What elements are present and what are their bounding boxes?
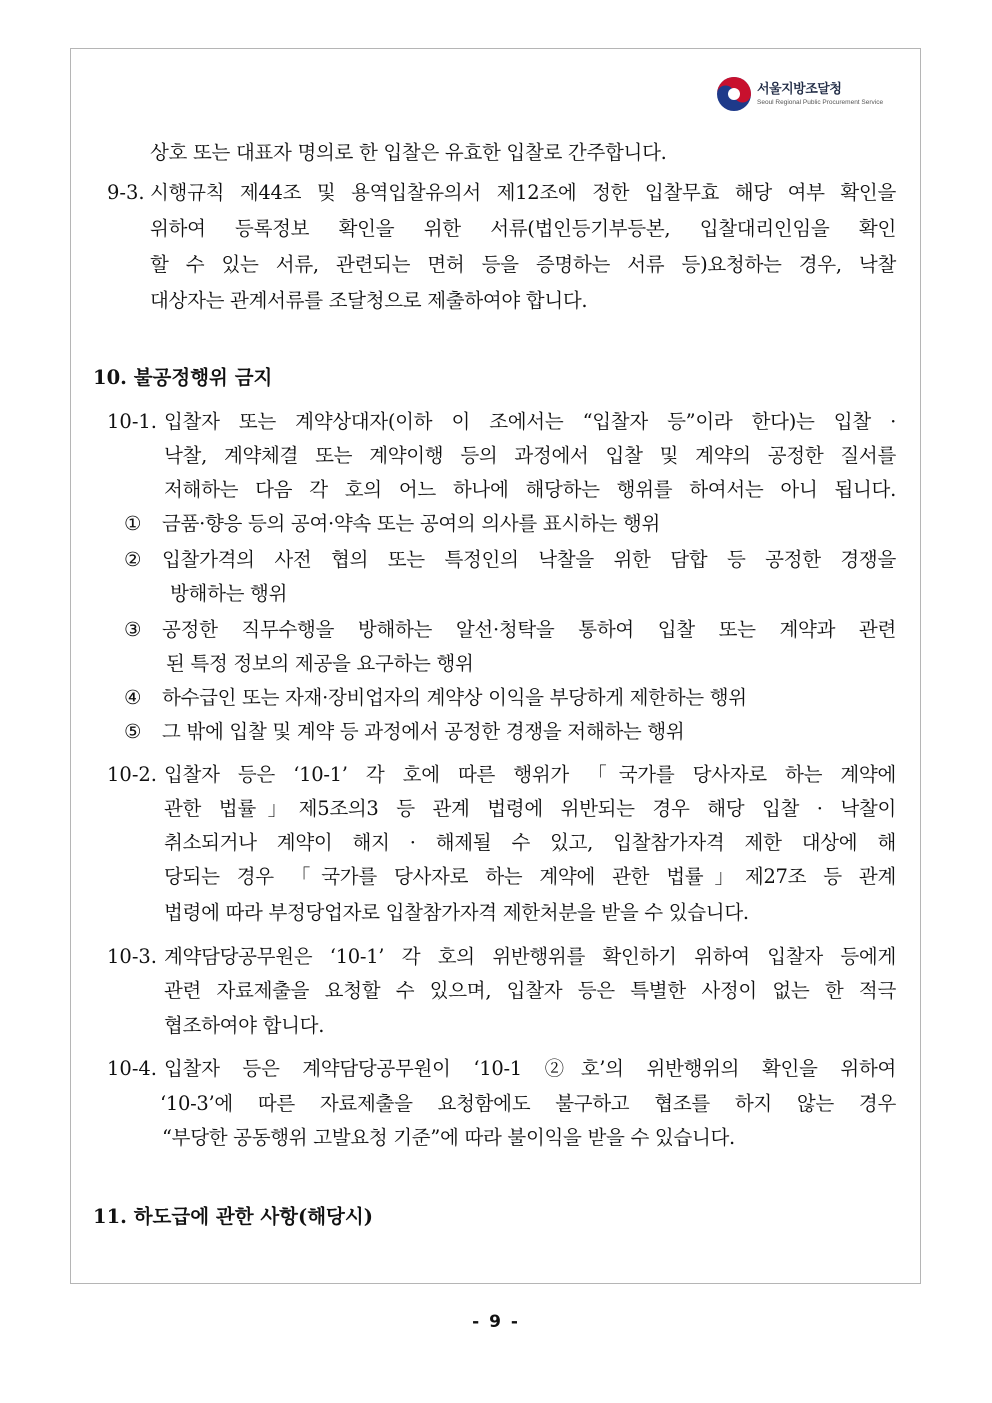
paragraph-line: 취소되거나 계약이 해지 · 해제될 수 있고, 입찰참가자격 제한 대상에 해	[164, 831, 896, 854]
org-name-ko: 서울지방조달청	[757, 81, 842, 97]
item-number: 10-1.	[107, 410, 158, 433]
paragraph-line: 법령에 따라 부정당업자로 입찰참가자격 제한처분을 받을 수 있습니다.	[164, 901, 749, 924]
paragraph-line: 상호 또는 대표자 명의로 한 입찰은 유효한 입찰로 간주합니다.	[150, 141, 667, 164]
list-marker: ④	[124, 686, 142, 709]
org-name-en: Seoul Regional Public Procurement Service	[757, 98, 884, 106]
list-item: 입찰가격의 사전 협의 또는 특정인의 낙찰을 위한 담합 등 공정한 경쟁을	[162, 548, 896, 571]
list-item: 공정한 직무수행을 방해하는 알선·청탁을 통하여 입찰 또는 계약과 관련	[162, 618, 896, 641]
paragraph-line: 관련 자료제출을 요청할 수 있으며, 입찰자 등은 특별한 사정이 없는 한 적극	[164, 979, 896, 1002]
section-heading: 11. 하도급에 관한 사항(해당시)	[93, 1205, 373, 1228]
list-item: 금품·향응 등의 공여·약속 또는 공여의 의사를 표시하는 행위	[162, 512, 660, 535]
list-marker: ③	[124, 618, 142, 641]
list-item: 방해하는 행위	[170, 582, 288, 605]
paragraph-line: 대상자는 관계서류를 조달청으로 제출하여야 합니다.	[150, 289, 588, 312]
item-number: 10-2.	[107, 763, 158, 786]
paragraph-line: 계약담당공무원은 ‘10-1’ 각 호의 위반행위를 확인하기 위하여 입찰자 등에게	[164, 945, 896, 968]
paragraph-line: ‘10-3’에 따른 자료제출을 요청함에도 불구하고 협조를 하지 않는 경우	[160, 1092, 896, 1115]
paragraph-line: 당되는 경우 「국가를 당사자로 하는 계약에 관한 법률」제27조 등 관계	[164, 865, 896, 888]
list-marker: ②	[124, 548, 142, 571]
paragraph-line: 입찰자 또는 계약상대자(이하 이 조에서는 “입찰자 등”이라 한다)는 입찰 ·	[164, 410, 896, 433]
paragraph-line: 저해하는 다음 각 호의 어느 하나에 해당하는 행위를 하여서는 아니 됩니다.	[164, 478, 896, 501]
org-logo	[716, 74, 883, 114]
item-number: 10-3.	[107, 945, 158, 968]
paragraph-line: 할 수 있는 서류, 관련되는 면허 등을 증명하는 서류 등)요청하는 경우, 낙찰	[150, 253, 896, 276]
taegeuk-icon	[716, 76, 752, 112]
list-marker: ⑤	[124, 720, 142, 743]
paragraph-line: 관한 법률」제5조의3 등 관계 법령에 위반되는 경우 해당 입찰 · 낙찰이	[164, 797, 896, 820]
item-number: 10-4.	[107, 1057, 158, 1080]
paragraph-line: 낙찰, 계약체결 또는 계약이행 등의 과정에서 입찰 및 계약의 공정한 질서를	[164, 444, 896, 467]
list-item: 그 밖에 입찰 및 계약 등 과정에서 공정한 경쟁을 저해하는 행위	[162, 720, 685, 743]
paragraph-line: “부당한 공동행위 고발요청 기준”에 따라 불이익을 받을 수 있습니다.	[162, 1126, 735, 1149]
paragraph-line: 입찰자 등은 ‘10-1’ 각 호에 따른 행위가 「국가를 당사자로 하는 계약에	[164, 763, 896, 786]
page-number: - 9 -	[472, 1312, 520, 1332]
paragraph-line: 시행규칙 제44조 및 용역입찰유의서 제12조에 정한 입찰무효 해당 여부 확인을	[150, 181, 896, 204]
section-heading: 10. 불공정행위 금지	[93, 366, 273, 389]
paragraph-line: 협조하여야 합니다.	[164, 1014, 325, 1037]
list-marker: ①	[124, 512, 142, 535]
list-item: 된 특정 정보의 제공을 요구하는 행위	[166, 652, 474, 675]
item-number: 9-3.	[107, 181, 145, 204]
paragraph-line: 위하여 등록정보 확인을 위한 서류(법인등기부등본, 입찰대리인임을 확인	[150, 217, 896, 240]
paragraph-line: 입찰자 등은 계약담당공무원이 ‘10-1 ②호’의 위반행위의 확인을 위하여	[164, 1057, 896, 1080]
list-item: 하수급인 또는 자재·장비업자의 계약상 이익을 부당하게 제한하는 행위	[162, 686, 747, 709]
